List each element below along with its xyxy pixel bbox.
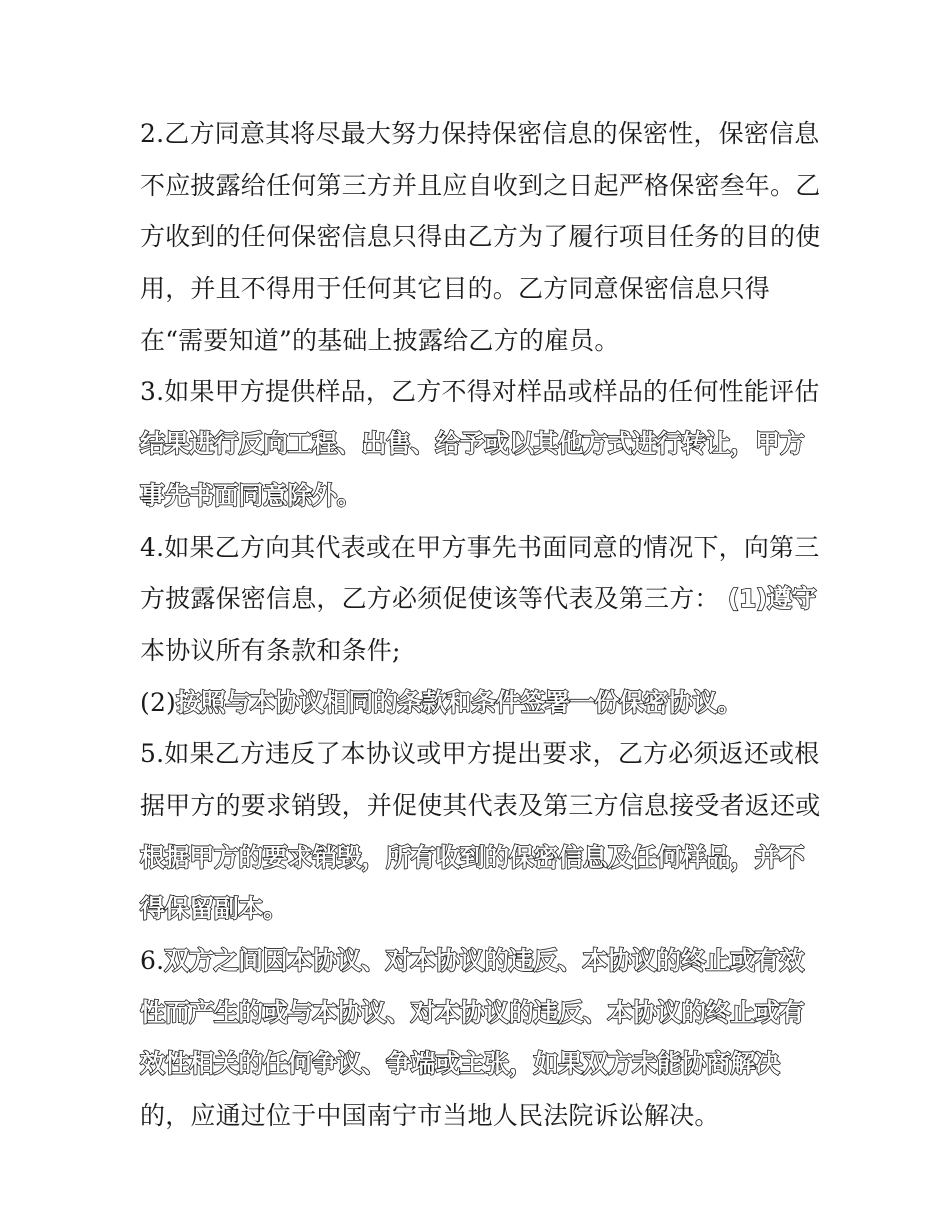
text-line: [140, 211, 820, 263]
line-text-tail: (1)遵守: [719, 584, 817, 614]
text-line: [140, 1090, 820, 1142]
text-line: [140, 677, 820, 729]
line-text: 得保留副本。: [140, 894, 288, 924]
line-text: 4.如果乙方向其代表或在甲方事先书面同意的情况下，向第三: [140, 532, 820, 562]
text-line: [140, 108, 820, 160]
line-text: 方收到的任何保密信息只得由乙方为了履行项目任务的目的使: [140, 222, 821, 252]
text-line-outlined: [140, 470, 820, 522]
line-text: 事先书面同意除外。: [140, 480, 362, 510]
line-text: (2): [140, 687, 177, 717]
line-text: 2.乙方同意其将尽最大努力保持保密信息的保密性，保密信息: [140, 119, 820, 148]
line-text: 不应披露给任何第三方并且应自收到之日起严格保密叁年。乙: [140, 170, 821, 200]
text-line-outlined: [140, 1038, 820, 1090]
line-text: 本协议所有条款和条件;: [140, 635, 401, 665]
line-text: 根据甲方的要求销毁，所有收到的保密信息及任何样品，并不: [140, 842, 805, 872]
text-line: [140, 160, 820, 212]
text-line: [140, 315, 820, 367]
line-text: 5.如果乙方违反了本协议或甲方提出要求，乙方必须返还或根: [140, 739, 820, 769]
text-line: [140, 625, 820, 677]
text-line-outlined: [140, 883, 820, 935]
line-text: 方披露保密信息，乙方必须促使该等代表及第三方：: [140, 584, 720, 614]
line-text: 3.如果甲方提供样品，乙方不得对样品或样品的任何性能评估: [140, 377, 820, 407]
text-line: [140, 728, 820, 780]
line-text-tail: 按照与本协议相同的条款和条件签署一份保密协议。: [176, 687, 742, 717]
text-line-outlined: [140, 832, 820, 884]
text-line: [140, 522, 820, 574]
text-line: [140, 263, 820, 315]
document-body: [140, 108, 820, 1142]
text-line: [140, 935, 820, 987]
text-line-outlined: [140, 987, 820, 1039]
text-line-outlined: [140, 418, 820, 470]
text-line: [140, 780, 820, 832]
line-text: 的，应通过位于中国南宁市当地人民法院诉讼解决。: [140, 1101, 720, 1131]
line-text: 6.: [140, 946, 165, 975]
line-text: 性而产生的或与本协议、对本协议的违反、本协议的终止或有: [140, 997, 805, 1027]
line-text: 效性相关的任何争议、争端或主张，如果双方未能协商解决: [140, 1049, 780, 1079]
text-line: [140, 366, 820, 418]
line-text: 在“需要知道”的基础上披露给乙方的雇员。: [140, 325, 620, 355]
line-text: 据甲方的要求销毁，并促使其代表及第三方信息接受者返还或: [140, 790, 821, 820]
line-text: 结果进行反向工程、出售、给予或以其他方式进行转让，甲方: [140, 429, 805, 459]
line-text: 用，并且不得用于任何其它目的。乙方同意保密信息只得: [140, 274, 771, 304]
line-text-tail: 双方之间因本协议、对本协议的违反、本协议的终止或有效: [164, 946, 804, 975]
text-line: [140, 573, 820, 625]
